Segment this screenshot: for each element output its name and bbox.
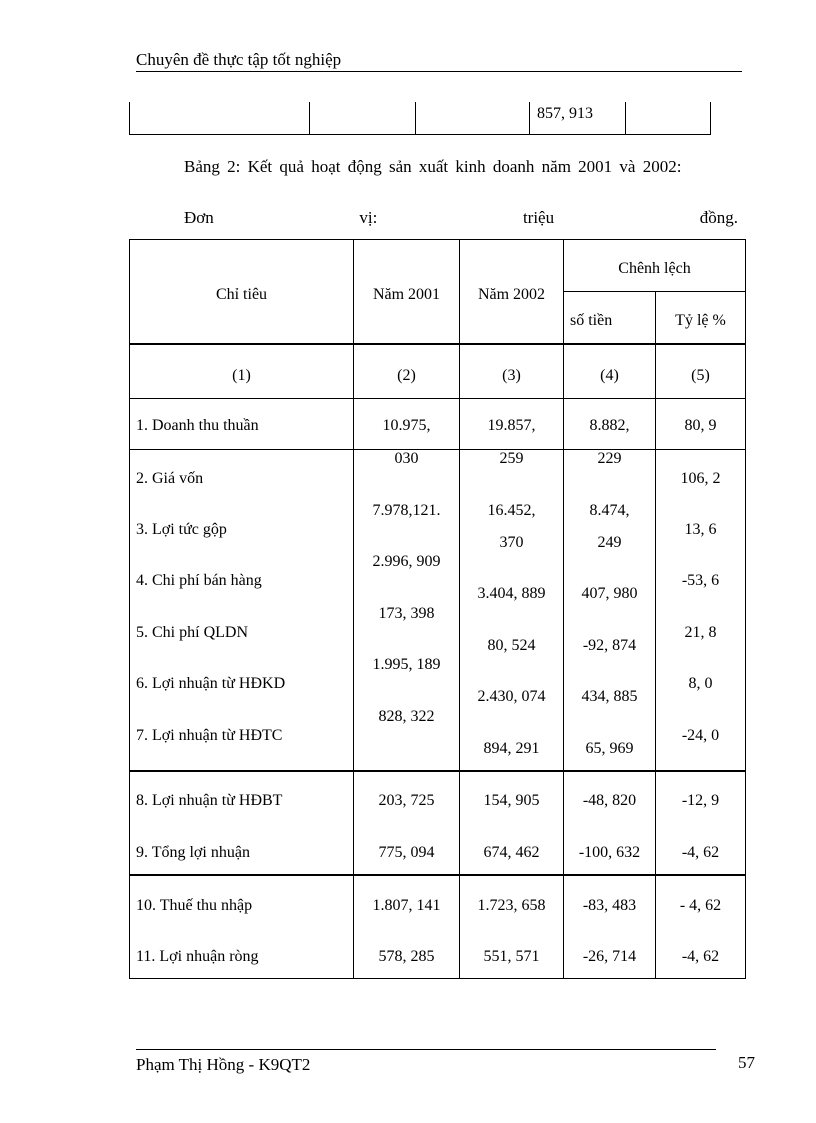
header-amount: số tiền <box>570 312 613 329</box>
criteria-label: 7. Lợi nhuận từ HĐTC <box>136 727 283 744</box>
value-ratio: 13, 6 <box>684 521 717 538</box>
criteria-label: 6. Lợi nhuận từ HĐKD <box>136 675 286 692</box>
value-2002: 674, 462 <box>483 844 540 861</box>
value-amount: -26, 714 <box>582 948 637 965</box>
cont-border-right <box>710 102 711 135</box>
criteria-label: 1. Doanh thu thuần <box>136 417 259 434</box>
value-ratio: -53, 6 <box>681 572 720 589</box>
unit-word: Đơn <box>184 208 214 227</box>
criteria-label: 8. Lợi nhuận từ HĐBT <box>136 792 283 809</box>
value-amount: -92, 874 <box>582 637 637 654</box>
cont-border-left <box>129 102 130 135</box>
table-caption: Bảng 2: Kết quả hoạt động sản xuất kinh doanh năm 2001 và 2002: <box>184 157 682 176</box>
footer-author: Phạm Thị Hồng - K9QT2 <box>136 1055 311 1074</box>
cont-value: 857, 913 <box>537 105 593 122</box>
col-number: (2) <box>397 367 416 384</box>
table-row-rule <box>129 398 746 399</box>
value-ratio: -4, 62 <box>681 844 720 861</box>
value-2002: 1.723, 658 <box>477 897 546 914</box>
value-2002: 551, 571 <box>483 948 540 965</box>
value-2002: 894, 291 <box>483 740 540 757</box>
value-2002: 3.404, 889 <box>477 585 546 602</box>
value-amount: -83, 483 <box>582 897 637 914</box>
unit-word: đồng. <box>699 208 738 227</box>
criteria-label: 10. Thuế thu nhập <box>136 897 253 914</box>
page-number: 57 <box>738 1053 755 1072</box>
value-amount: 249 <box>597 534 622 551</box>
value-2001: 173, 398 <box>378 605 435 622</box>
value-ratio: 21, 8 <box>684 624 717 641</box>
table-border-bottom <box>129 978 746 979</box>
value-2001: 1.995, 189 <box>372 656 441 673</box>
value-2002: 80, 524 <box>487 637 536 654</box>
table-section-rule <box>129 874 746 876</box>
unit-word: triệu <box>522 208 555 227</box>
value-2002: 19.857, <box>487 417 536 434</box>
value-amount: 434, 885 <box>581 688 638 705</box>
value-2001: 2.996, 909 <box>372 553 441 570</box>
value-2001: 578, 285 <box>378 948 435 965</box>
table-border-top <box>129 239 746 240</box>
value-2001: 10.975, <box>382 417 431 434</box>
header-difference: Chênh lệch <box>618 260 691 277</box>
header-2002: Năm 2002 <box>477 286 546 303</box>
value-ratio: - 4, 62 <box>679 897 722 914</box>
value-2001: 828, 322 <box>378 708 435 725</box>
value-amount: 407, 980 <box>581 585 638 602</box>
value-amount: -100, 632 <box>578 844 641 861</box>
cont-border-bottom <box>129 134 711 135</box>
value-2001: 775, 094 <box>378 844 435 861</box>
value-2001: 7.978,121. <box>372 502 441 519</box>
criteria-label: 4. Chi phí bán hàng <box>136 572 262 589</box>
cont-border <box>309 102 310 135</box>
footer-rule <box>136 1049 716 1050</box>
criteria-label: 9. Tổng lợi nhuận <box>136 844 250 861</box>
table-section-rule <box>129 770 746 772</box>
value-2001: 1.807, 141 <box>372 897 441 914</box>
criteria-label: 3. Lợi tức gộp <box>136 521 227 538</box>
col-number: (3) <box>502 367 521 384</box>
value-ratio: -24, 0 <box>681 727 720 744</box>
col-number: (5) <box>691 367 710 384</box>
header-2001: Năm 2001 <box>372 286 441 303</box>
value-ratio: -12, 9 <box>681 792 720 809</box>
value-amount: 8.882, <box>589 417 630 434</box>
value-ratio: 80, 9 <box>684 417 717 434</box>
table-header-rule <box>129 343 746 345</box>
table-subheader-rule <box>563 291 746 292</box>
col-number: (4) <box>600 367 619 384</box>
value-2002: 370 <box>499 534 524 551</box>
header-criteria: Chỉ tiêu <box>215 286 268 303</box>
value-amount: -48, 820 <box>582 792 637 809</box>
value-amount: 65, 969 <box>585 740 634 757</box>
unit-line <box>184 208 738 228</box>
value-ratio: 8, 0 <box>688 675 713 692</box>
value-amount: 8.474, <box>589 502 630 519</box>
table-col-border <box>459 239 460 979</box>
value-2002: 154, 905 <box>483 792 540 809</box>
value-2001: 030 <box>394 450 419 467</box>
table-border-right <box>745 239 746 979</box>
page-header-title: Chuyên đề thực tập tốt nghiệp <box>136 50 342 69</box>
value-ratio: 106, 2 <box>680 470 721 487</box>
value-2002: 259 <box>499 450 524 467</box>
col-number: (1) <box>232 367 251 384</box>
value-ratio: -4, 62 <box>681 948 720 965</box>
criteria-label: 2. Giá vốn <box>136 470 204 487</box>
cont-border <box>529 102 530 135</box>
cont-border <box>415 102 416 135</box>
header-ratio: Tỷ lệ % <box>675 312 726 329</box>
table-border-left <box>129 239 130 979</box>
criteria-label: 11. Lợi nhuận ròng <box>136 948 259 965</box>
value-amount: 229 <box>597 450 622 467</box>
criteria-label: 5. Chi phí QLDN <box>136 624 248 641</box>
unit-word: vị: <box>359 208 378 227</box>
value-2002: 2.430, 074 <box>477 688 546 705</box>
table-col-border <box>563 239 564 979</box>
cont-border <box>625 102 626 135</box>
value-2002: 16.452, <box>487 502 536 519</box>
header-rule <box>136 71 742 72</box>
value-2001: 203, 725 <box>378 792 435 809</box>
